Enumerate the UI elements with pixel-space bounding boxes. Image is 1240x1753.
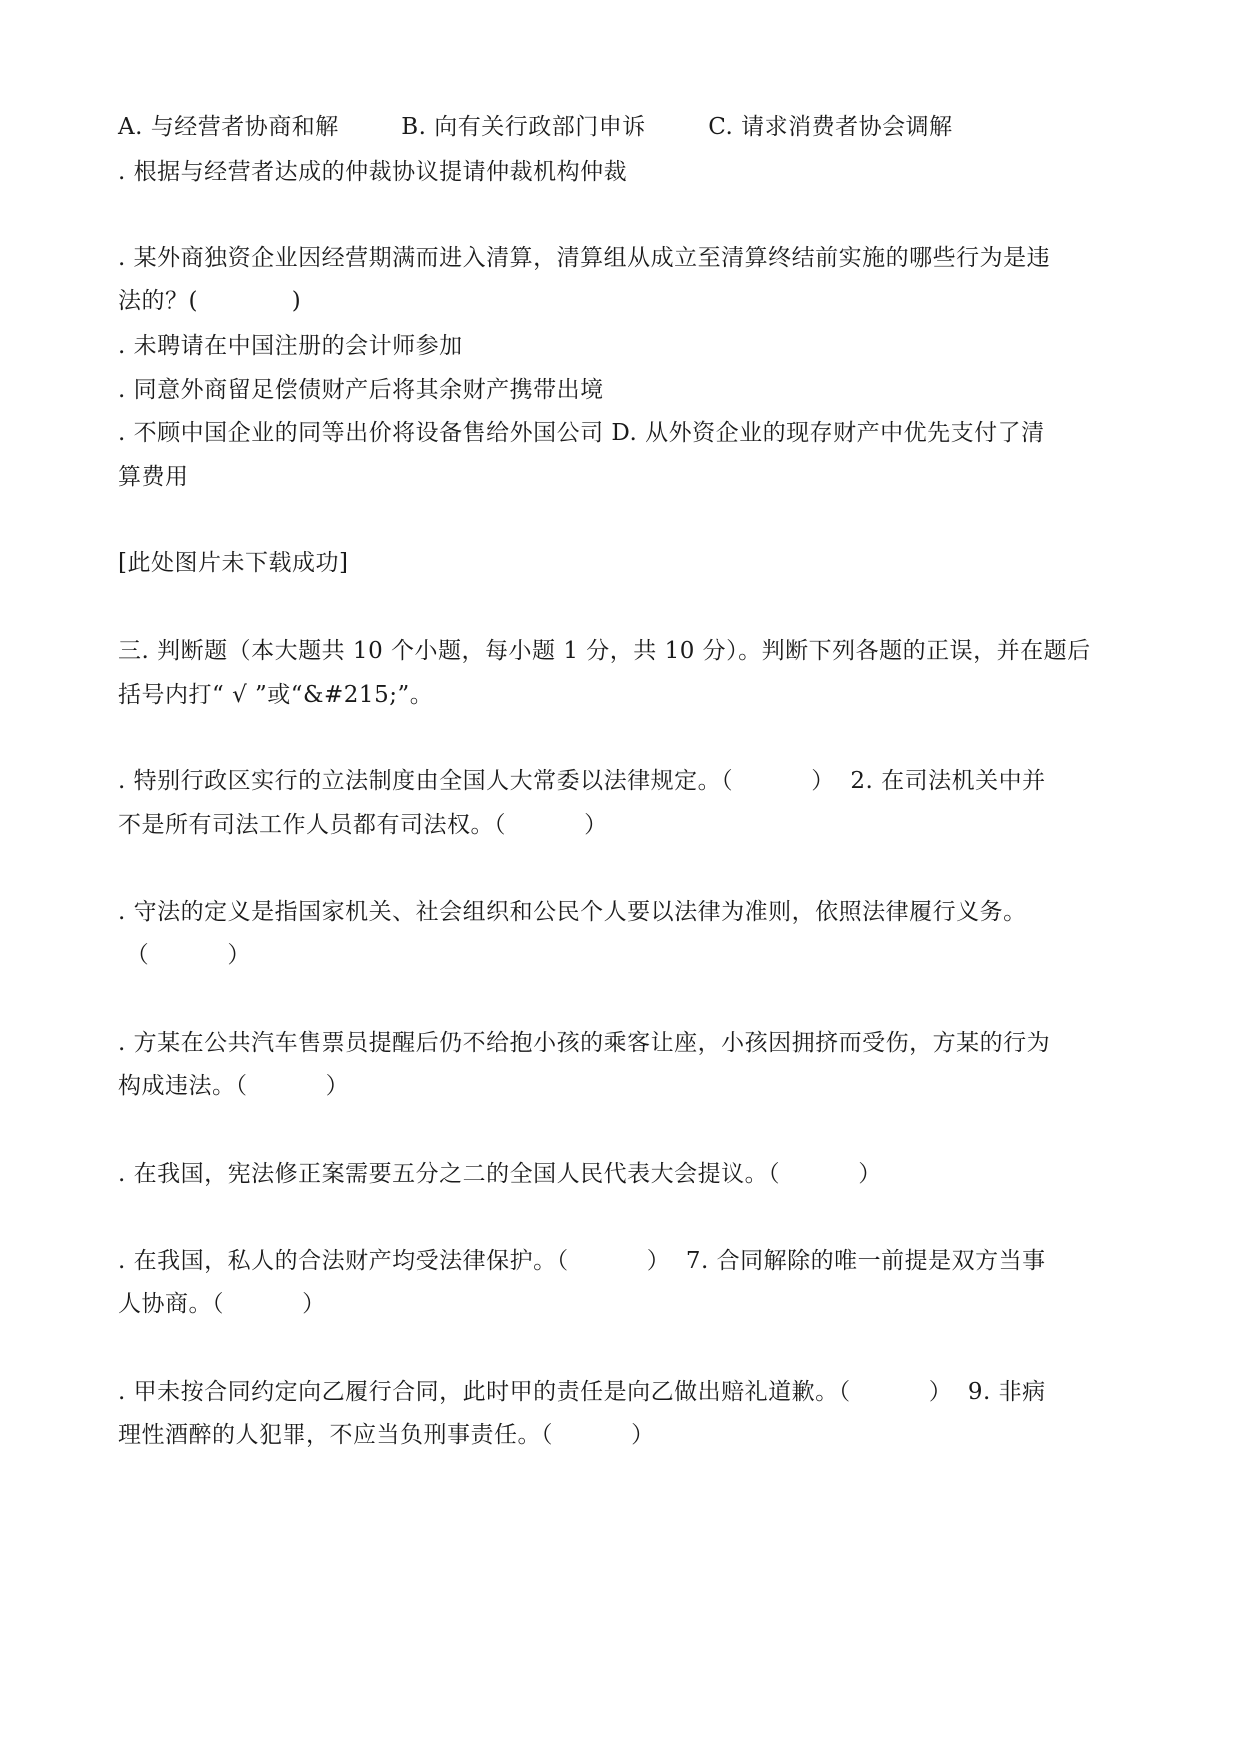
section-heading-line-1: 三. 判断题（本大题共 10 个小题，每小题 1 分，共 10 分）。判断下列各题的正误，并在题后: [118, 638, 1091, 664]
question-stem-line-1: . 某外商独资企业因经营期满而进入清算，清算组从成立至清算终结前实施的哪些行为是违: [118, 245, 1051, 271]
item-3-line-1: . 守法的定义是指国家机关、社会组织和公民个人要以法律为准则，依照法律履行义务。: [118, 899, 1027, 925]
option-line-abc: A. 与经营者协商和解 B. 向有关行政部门申诉 C. 请求消费者协会调解: [118, 114, 953, 140]
item-1-2-line-1: . 特别行政区实行的立法制度由全国人大常委以法律规定。（ ） 2. 在司法机关中并: [118, 768, 1046, 794]
item-5: . 在我国，宪法修正案需要五分之二的全国人民代表大会提议。（ ）: [118, 1161, 882, 1187]
item-3-line-2: （ ）: [118, 942, 251, 968]
option-c-d-line-1: . 不顾中国企业的同等出价将设备售给外国公司 D. 从外资企业的现存财产中优先支付了清: [118, 420, 1045, 446]
option-line-d: . 根据与经营者达成的仲裁协议提请仲裁机构仲裁: [118, 159, 628, 185]
item-1-2-line-2: 不是所有司法工作人员都有司法权。（ ）: [118, 812, 608, 838]
image-placeholder-note: [此处图片未下载成功]: [118, 550, 349, 576]
item-8-9-line-1: . 甲未按合同约定向乙履行合同，此时甲的责任是向乙做出赔礼道歉。（ ） 9. 非病: [118, 1379, 1046, 1405]
option-b: . 同意外商留足偿债财产后将其余财产携带出境: [118, 377, 604, 403]
item-4-line-1: . 方某在公共汽车售票员提醒后仍不给抱小孩的乘客让座，小孩因拥挤而受伤，方某的行为: [118, 1030, 1051, 1056]
item-6-7-line-2: 人协商。（ ）: [118, 1291, 326, 1317]
section-heading-line-2: 括号内打“ √ ”或“&#215;”。: [118, 682, 434, 708]
item-4-line-2: 构成违法。（ ）: [118, 1073, 350, 1099]
item-8-9-line-2: 理性酒醉的人犯罪，不应当负刑事责任。（ ）: [118, 1422, 655, 1448]
item-6-7-line-1: . 在我国，私人的合法财产均受法律保护。（ ） 7. 合同解除的唯一前提是双方当事: [118, 1248, 1046, 1274]
question-stem-line-2: 法的？( ): [118, 288, 302, 314]
option-c-d-line-2: 算费用: [118, 464, 189, 490]
option-a: . 未聘请在中国注册的会计师参加: [118, 333, 463, 359]
